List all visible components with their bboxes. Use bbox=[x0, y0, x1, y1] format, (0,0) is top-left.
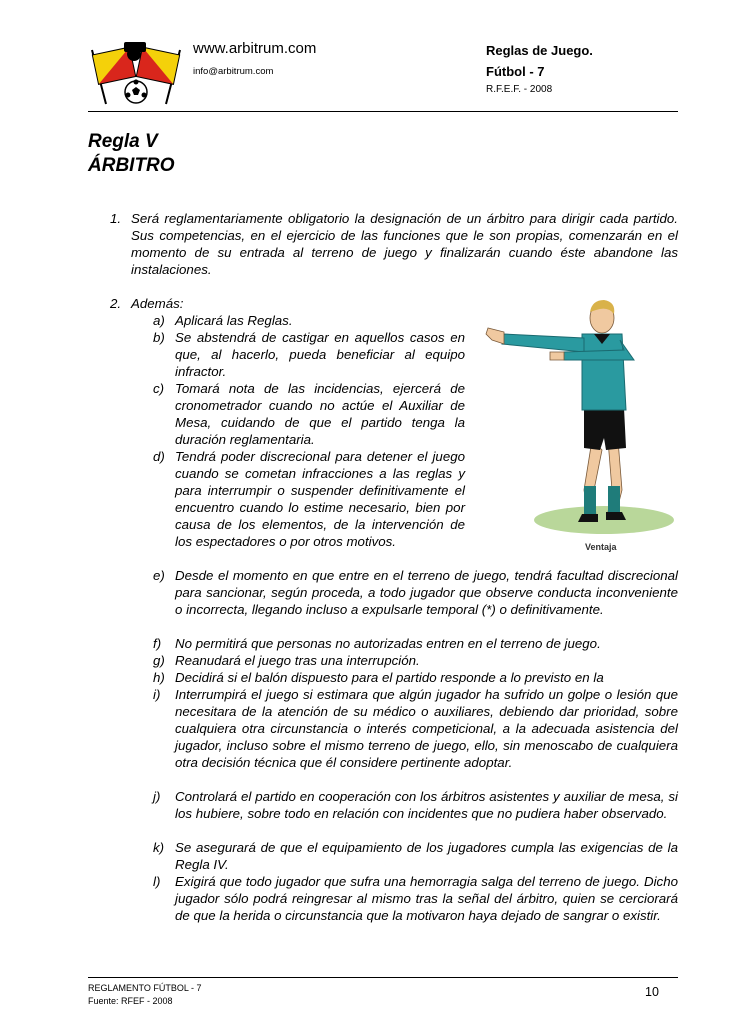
subitem-label: i) bbox=[153, 687, 161, 702]
subitem-label: g) bbox=[153, 653, 165, 668]
subitem-text: Reanudará el juego tras una interrupción. bbox=[175, 653, 420, 668]
subitem-text: Interrumpirá el juego si estimara que algún jugador ha sufrido un golpe o lesión que necesitara de la atención de su médico o auxiliares, debiendo dar prioridad, sobre cualquiera otra circunstancia o interés competicional, a la adecuada asistencia del jugador, incluso sobre el mismo terreno de juego, ello, sin menoscabo de cualquiera otra decisión técnica que él considere pertinente adoptar. bbox=[175, 687, 678, 770]
footer-divider bbox=[88, 977, 678, 978]
subitem-text: Tomará nota de las incidencias, ejercerá de cronometrador cuando no actúe el Auxiliar de Mesa, cuidando de que el partido tenga la duración reglamentaria. bbox=[175, 381, 465, 447]
subitem-text: Decidirá si el balón dispuesto para el partido responde a lo previsto en la bbox=[175, 670, 604, 685]
subitem-label: a) bbox=[153, 313, 165, 328]
footer-source: Fuente: RFEF - 2008 bbox=[88, 996, 173, 1006]
item-text: Será reglamentariamente obligatorio la designación de un árbitro para dirigir cada partido. Sus competencias, en el ejercicio de las funciones que le son propias, comenzarán en el momento de su entrada al terreno de juego y finalizarán cuando éste abandone las instalaciones. bbox=[131, 211, 678, 277]
doc-subtitle: Fútbol - 7 bbox=[486, 64, 545, 79]
item-number: 1. bbox=[110, 211, 122, 226]
subitem-label: h) bbox=[153, 670, 165, 685]
doc-org: R.F.E.F. - 2008 bbox=[486, 84, 553, 95]
item-number: 2. bbox=[110, 296, 122, 311]
subitem-text: Se abstendrá de castigar en aquellos casos en que, al hacerlo, pueda beneficiar al equipo infractor. bbox=[175, 330, 465, 379]
subitem-label: c) bbox=[153, 381, 165, 396]
header-divider bbox=[88, 111, 678, 112]
subitem-label: e) bbox=[153, 568, 165, 583]
site-url[interactable]: www.arbitrum.com bbox=[193, 40, 317, 57]
arbitrum-logo bbox=[88, 40, 184, 106]
subitem-text: Controlará el partido en cooperación con los árbitros asistentes y auxiliar de mesa, si los hubiere, sobre todo en relación con incidentes que no pudiera haber observado. bbox=[175, 789, 678, 821]
item-text: Además: bbox=[131, 296, 184, 311]
subitem-label: d) bbox=[153, 449, 165, 464]
subitem-label: l) bbox=[153, 874, 161, 889]
footer-doc-name: REGLAMENTO FÚTBOL - 7 bbox=[88, 983, 202, 993]
subitem-text: Desde el momento en que entre en el terreno de juego, tendrá facultad discrecional para sancionar, según proceda, a todo jugador que observe conducta inconveniente o incorrecta, llegando incluso a expulsarle temporal (*) o definitivamente. bbox=[175, 568, 678, 617]
subitem-text: Tendrá poder discrecional para detener el juego cuando se cometan infracciones a las reglas y para interrumpir o suspender definitivamente el encuentro cuando lo estime necesario, bien por causa de los elementos, de la intervención de los espectadores o por otros motivos. bbox=[175, 449, 465, 549]
rule-title: ÁRBITRO bbox=[88, 155, 175, 176]
figure-caption: Ventaja bbox=[585, 542, 617, 552]
doc-title: Reglas de Juego. bbox=[486, 43, 593, 58]
subitem-label: j) bbox=[153, 789, 161, 804]
subitem-label: k) bbox=[153, 840, 165, 855]
rule-number: Regla V bbox=[88, 131, 158, 152]
contact-email[interactable]: info@arbitrum.com bbox=[193, 66, 274, 77]
subitem-label: b) bbox=[153, 330, 165, 345]
page-number: 10 bbox=[645, 985, 659, 999]
subitem-text: Aplicará las Reglas. bbox=[175, 313, 293, 328]
subitem-text: Exigirá que todo jugador que sufra una hemorragia salga del terreno de juego. Dicho jugador sólo podrá reingresar al mismo tras la señal del árbitro, quien se cerciorará de que la herida o circunstancia que la motivaron haya dejado de sangrar o existir. bbox=[175, 874, 678, 923]
subitem-text: Se asegurará de que el equipamiento de los jugadores cumpla las exigencias de la Regla IV. bbox=[175, 840, 678, 872]
referee-advantage-illustration bbox=[484, 290, 677, 558]
subitem-text: No permitirá que personas no autorizadas entren en el terreno de juego. bbox=[175, 636, 601, 651]
subitem-label: f) bbox=[153, 636, 162, 651]
